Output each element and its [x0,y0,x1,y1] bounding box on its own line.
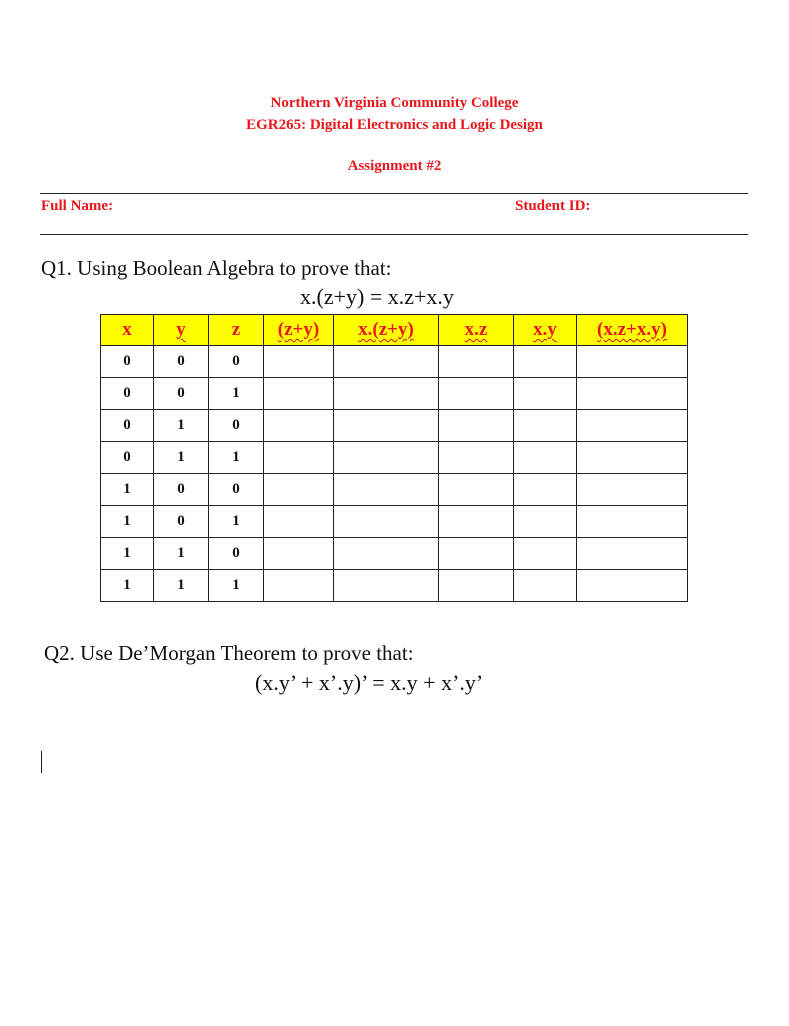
answer-cell[interactable] [264,538,334,570]
bottom-rule [40,234,748,235]
answer-cell[interactable] [439,346,514,378]
col-header-x-and-y [514,315,577,346]
table-cell: 1 [154,442,209,474]
table-cell: 1 [154,538,209,570]
col-header-xz-or-xy-text: (x.z+x.y) [597,319,667,340]
table-row [101,538,688,570]
table-cell: 0 [101,346,154,378]
col-header-z-text: z [231,319,241,340]
col-header-x-and-z-or-y-text: x.(z+y) [358,319,414,340]
table-row [101,570,688,602]
answer-cell[interactable] [577,378,688,410]
q2-equation [255,670,483,696]
answer-cell[interactable] [264,410,334,442]
answer-cell[interactable] [439,570,514,602]
col-header-y-text: y [176,319,186,340]
table-cell: 0 [154,346,209,378]
col-header-x-and-z-or-y [334,315,439,346]
answer-cell[interactable] [334,442,439,474]
answer-cell[interactable] [334,570,439,602]
answer-cell[interactable] [264,442,334,474]
table-cell: 1 [101,474,154,506]
answer-cell[interactable] [334,538,439,570]
table-row [101,378,688,410]
col-header-y [154,315,209,346]
answer-cell[interactable] [514,442,577,474]
col-header-x [101,315,154,346]
table-cell: 0 [209,346,264,378]
answer-cell[interactable] [514,378,577,410]
answer-cell[interactable] [334,378,439,410]
table-cell: 1 [101,538,154,570]
table-cell: 1 [209,378,264,410]
student-id-label: Student ID: [515,198,591,214]
table-cell: 0 [101,378,154,410]
table-cell: 0 [154,378,209,410]
answer-cell[interactable] [334,506,439,538]
answer-cell[interactable] [577,442,688,474]
answer-cell[interactable] [334,346,439,378]
q1-prompt: Q1. Using Boolean Algebra to prove that: [41,256,392,280]
table-row [101,346,688,378]
col-header-x-and-z [439,315,514,346]
answer-cell[interactable] [514,538,577,570]
col-header-x-and-z-text: x.z [464,319,488,340]
table-cell: 1 [101,506,154,538]
table-row [101,410,688,442]
table-cell: 1 [209,570,264,602]
answer-cell[interactable] [577,474,688,506]
table-row [101,474,688,506]
top-rule [40,193,748,194]
answer-cell[interactable] [514,506,577,538]
answer-cell[interactable] [577,346,688,378]
table-cell: 0 [209,410,264,442]
q2-prompt: Q2. Use De’Morgan Theorem to prove that: [44,641,414,665]
table-cell: 1 [154,570,209,602]
q1-equation-text: x.(z+y) = x.z+x.y [300,284,454,309]
answer-cell[interactable] [439,442,514,474]
answer-cell[interactable] [439,378,514,410]
q1-equation [300,284,454,310]
answer-cell[interactable] [577,506,688,538]
answer-cell[interactable] [264,506,334,538]
full-name-label: Full Name: [41,198,114,214]
table-cell: 1 [209,442,264,474]
answer-cell[interactable] [264,570,334,602]
answer-cell[interactable] [514,474,577,506]
course-title: EGR265: Digital Electronics and Logic Design [246,117,543,133]
answer-cell[interactable] [264,378,334,410]
col-header-z [209,315,264,346]
col-header-xz-or-xy [577,315,688,346]
table-cell: 1 [209,506,264,538]
table-cell: 1 [154,410,209,442]
answer-cell[interactable] [334,474,439,506]
answer-cell[interactable] [439,506,514,538]
answer-cell[interactable] [334,410,439,442]
table-row [101,442,688,474]
table-cell: 0 [101,410,154,442]
table-cell: 1 [101,570,154,602]
answer-cell[interactable] [514,570,577,602]
answer-cell[interactable] [514,346,577,378]
assignment-title: Assignment #2 [347,158,442,174]
answer-cell[interactable] [264,474,334,506]
answer-cell[interactable] [577,570,688,602]
answer-cell[interactable] [439,410,514,442]
table-cell: 0 [154,506,209,538]
answer-cell[interactable] [439,474,514,506]
text-cursor [41,751,42,773]
col-header-z-or-y [264,315,334,346]
answer-cell[interactable] [577,538,688,570]
table-cell: 0 [154,474,209,506]
table-cell: 0 [209,538,264,570]
college-name: Northern Virginia Community College [270,95,519,111]
table-cell: 0 [101,442,154,474]
table-cell: 0 [209,474,264,506]
table-row [101,506,688,538]
truth-table-header-row [101,315,688,346]
answer-cell[interactable] [439,538,514,570]
col-header-x-and-y-text: x.y [533,319,557,340]
truth-table [100,314,688,602]
q2-equation-text: (x.y’ + x’.y)’ = x.y + x’.y’ [255,670,484,695]
col-header-x-text: x [122,319,132,340]
answer-cell[interactable] [577,410,688,442]
col-header-z-or-y-text: (z+y) [277,319,320,340]
answer-cell[interactable] [264,346,334,378]
answer-cell[interactable] [514,410,577,442]
